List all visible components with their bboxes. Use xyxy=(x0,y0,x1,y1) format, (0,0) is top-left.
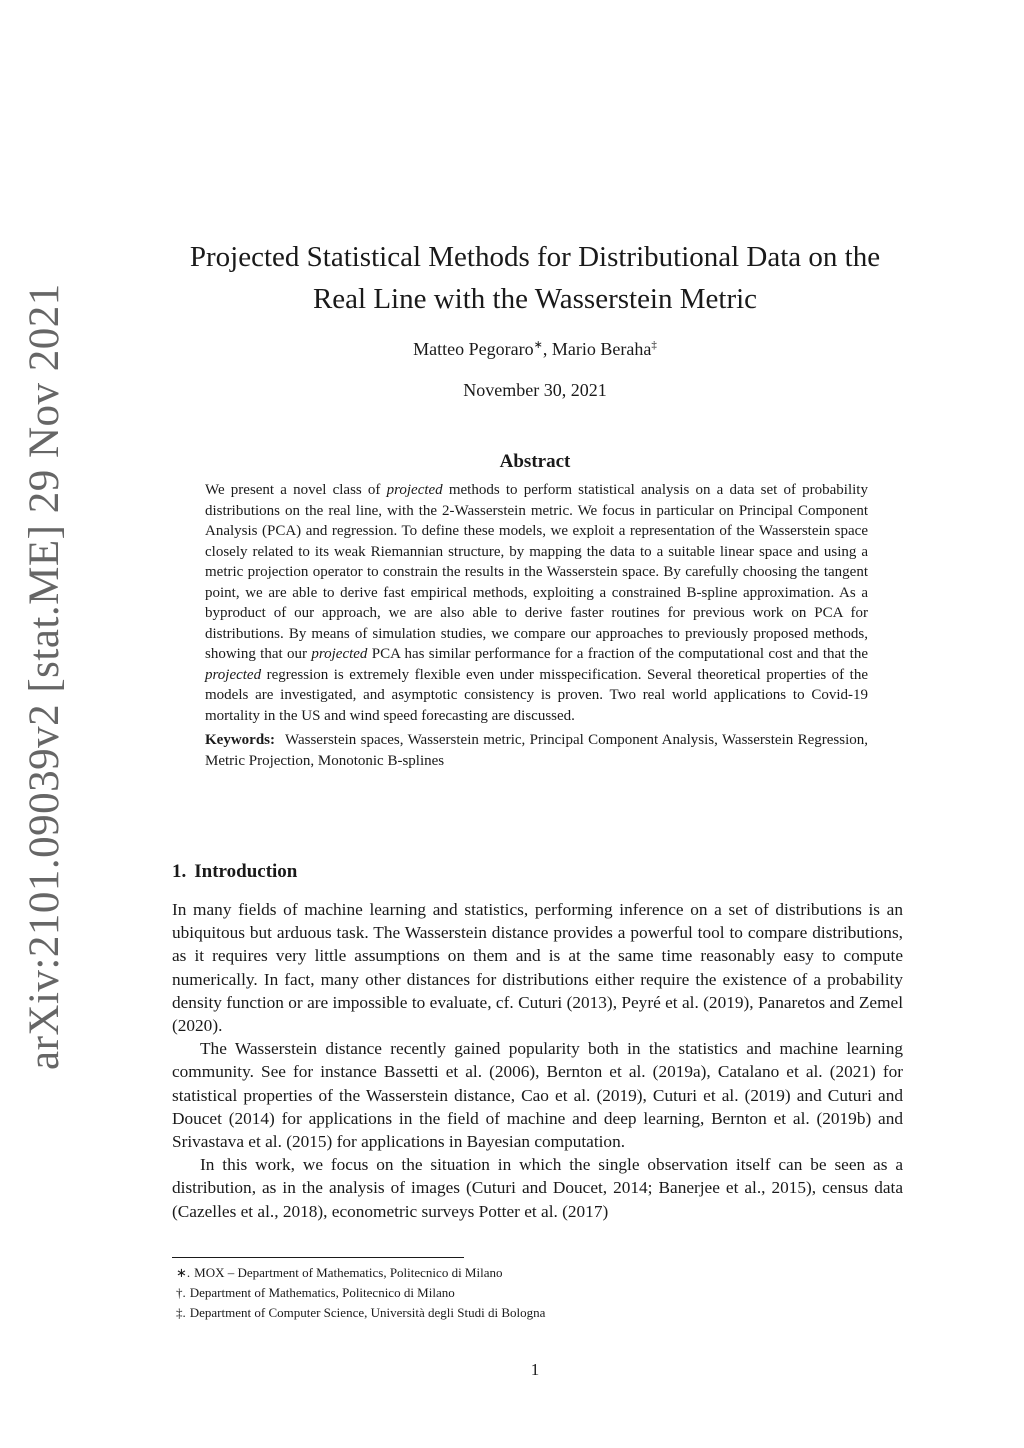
footnote xyxy=(176,1263,876,1283)
abstract-body xyxy=(205,480,868,771)
section-title: Introduction xyxy=(194,861,298,882)
paper-date: November 30, 2021 xyxy=(463,380,607,400)
introduction-body xyxy=(172,898,903,1223)
footnote-text: MOX – Department of Mathematics, Politecnico di Milano xyxy=(194,1265,503,1280)
abstract-paragraph xyxy=(205,480,868,726)
footnote xyxy=(176,1283,876,1303)
abstract-text: regression is extremely flexible even under misspecification. Several theoretical properties of the models are investigated, and asymptotic consistency is proven. Two real world applications to Covid-19 mortality in the US and wind speed forecasting are discussed. xyxy=(205,666,868,724)
author-footnote-mark: ∗ xyxy=(533,339,543,351)
footnote xyxy=(176,1303,876,1323)
body-paragraph: The Wasserstein distance recently gained popularity both in the statistics and machine learning community. See for instance Bassetti et al. (2006), Bernton et al. (2019a), Catalano et al. (2021) for statistical properties of the Wasserstein distance, Cao et al. (2019), Cuturi et al. (2019) and Cuturi and Doucet (2014) for applications in the field of machine and deep learning, Bernton et al. (2019b) and Srivastava et al. (2015) for applications in Bayesian computation. xyxy=(172,1039,903,1152)
footnote-mark: ‡. xyxy=(176,1305,186,1320)
keywords-label: Keywords: xyxy=(205,732,275,748)
footnote-rule xyxy=(172,1257,464,1258)
abstract-text: We present a novel class of xyxy=(205,482,387,498)
section-number: 1. xyxy=(172,861,187,882)
title-line-2: Real Line with the Wasserstein Metric xyxy=(312,283,758,315)
author-name: Matteo Pegoraro xyxy=(413,339,534,359)
body-paragraph: In many fields of machine learning and statistics, performing inference on a set of distributions is an ubiquitous but arduous task. The Wasserstein distance provides a powerful tool to compare distributions, as it requires very little assumptions on them and is at the same time reasonably easy to compute numerically. In fact, many other distances for distributions either require the existence of a probability density function or are impossible to evaluate, cf. Cuturi (2013), Peyré et al. (2019), Panaretos and Zemel (2020). xyxy=(172,900,903,1036)
section-heading xyxy=(172,861,297,883)
author-footnote-mark: ‡ xyxy=(651,339,657,351)
abstract-text: methods to perform statistical analysis on a data set of probability distributions on the real line, with the 2-Wasserstein metric. We focus in particular on Principal Component Analysis (PCA) and regression. To define these models, we exploit a representation of the Wasserstein space closely related to its weak Riemannian structure, by mapping the data to a suitable linear space and using a metric projection operator to constrain the results in the Wasserstein space. By carefully choosing the tangent point, we are able to derive fast empirical methods, exploiting a constrained B-spline approximation. As a byproduct of our approach, we are also able to derive faster routines for previous work on PCA for distributions. By means of simulation studies, we compare our approaches to previously proposed methods, showing that our xyxy=(205,482,868,662)
author-separator: , xyxy=(542,339,552,359)
abstract-emphasis: projected xyxy=(205,666,262,683)
author-list xyxy=(150,338,920,360)
abstract-emphasis: projected xyxy=(311,646,368,662)
abstract-text: PCA has similar performance for a fraction of the computational cost and that the xyxy=(367,646,868,662)
keywords-list: Wasserstein spaces, Wasserstein metric, Principal Component Analysis, Wasserstein Regression, Metric Projection, Monotonic B-splines xyxy=(205,732,868,769)
footnote-mark: †. xyxy=(176,1285,186,1300)
abstract-emphasis: projected xyxy=(386,482,443,498)
paper-title xyxy=(150,236,920,320)
footnotes xyxy=(176,1263,876,1323)
keywords xyxy=(205,730,868,771)
footnote-mark: ∗. xyxy=(176,1265,191,1280)
page-number: 1 xyxy=(530,1360,540,1379)
abstract-heading: Abstract xyxy=(499,451,571,472)
footnote-text: Department of Computer Science, Università degli Studi di Bologna xyxy=(189,1305,546,1320)
author-name: Mario Beraha xyxy=(551,339,652,359)
body-paragraph: In this work, we focus on the situation in which the single observation itself can be seen as a distribution, as in the analysis of images (Cuturi and Doucet, 2014; Banerjee et al., 2015), census data (Cazelles et al., 2018), econometric surveys Potter et al. (2017) xyxy=(172,1155,903,1221)
footnote-text: Department of Mathematics, Politecnico di Milano xyxy=(189,1285,455,1300)
title-line-1: Projected Statistical Methods for Distributional Data on the xyxy=(189,241,881,273)
arxiv-identifier: arXiv:2101.09039v2 [stat.ME] 29 Nov 2021 xyxy=(21,283,68,1070)
